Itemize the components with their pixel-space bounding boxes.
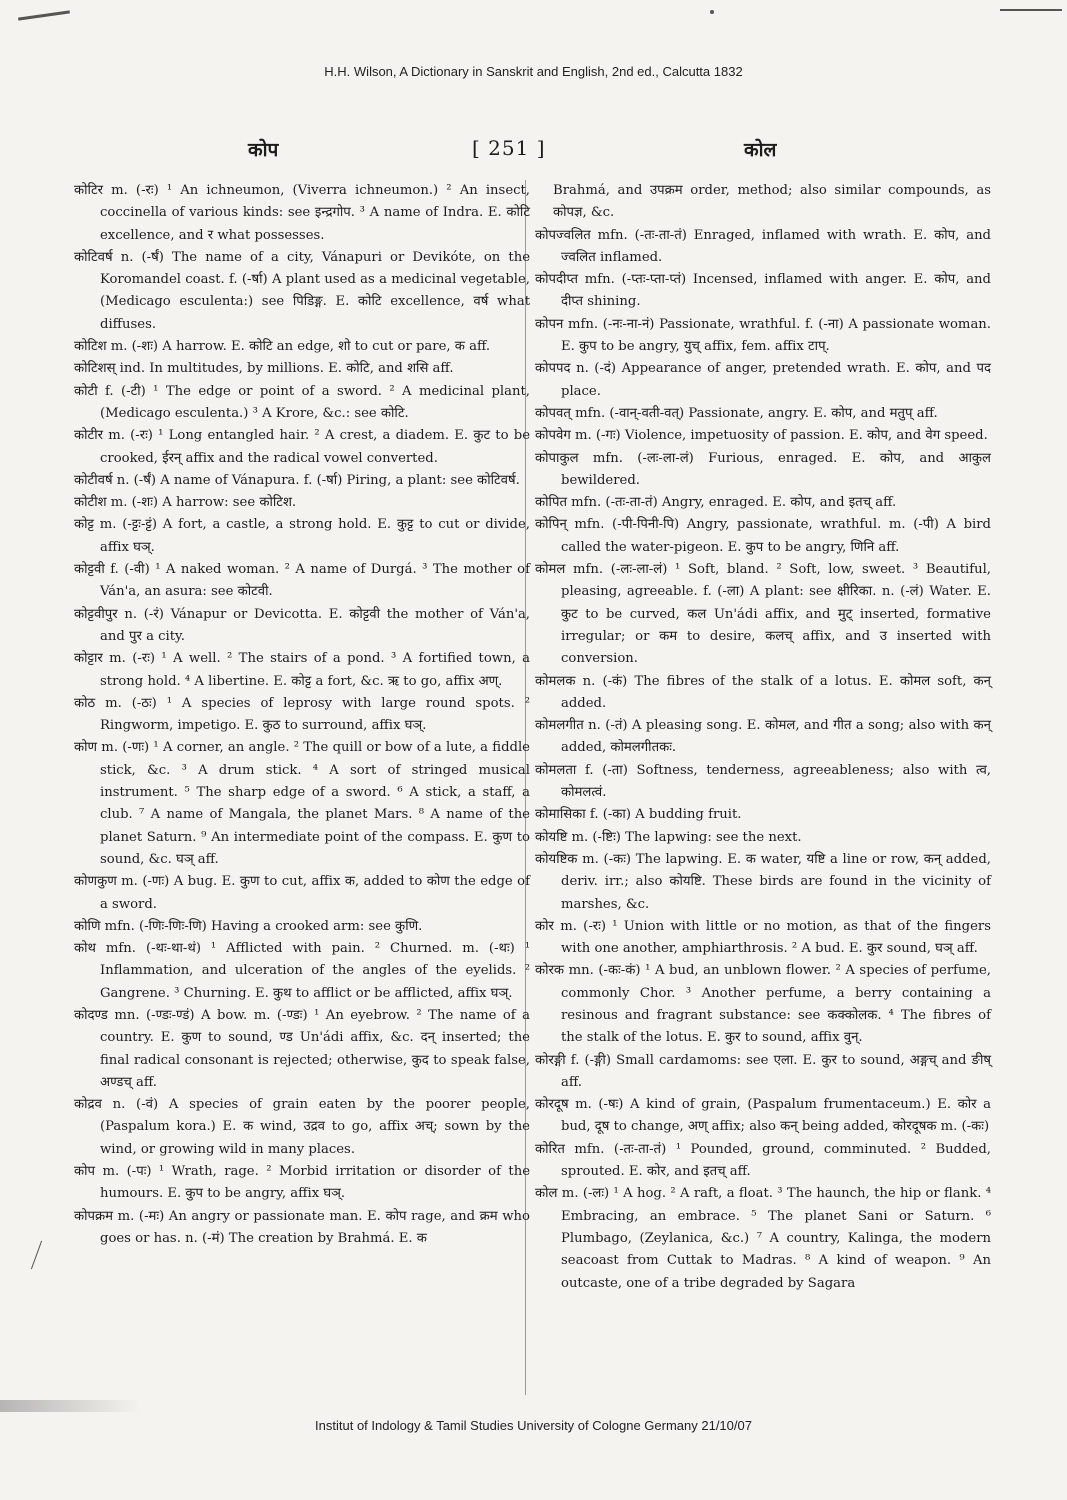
dictionary-entry: कोटीर m. (-रः) ¹ Long entangled hair. ² A crest, a diadem. E. कुट to be crooked, ईरन् affix and the radical vowel converted. — [74, 428, 530, 466]
dictionary-entry: कोपित mfn. (-तः-ता-तं) Angry, enraged. E. कोप, and इतच् aff. — [535, 495, 897, 511]
dictionary-entry: कोपपद n. (-दं) Appearance of anger, pretended wrath. E. कोप, and पद place. — [535, 361, 991, 399]
dictionary-entry: कोर m. (-रः) ¹ Union with little or no motion, as that of the fingers with one another, amphiarthrosis. ² A bud. E. कुर sound, घञ् aff. — [535, 918, 991, 957]
dictionary-entry: कोमलक n. (-कं) The fibres of the stalk of a lotus. E. कोमल soft, कन् added. — [535, 673, 991, 711]
dictionary-entry: कोमल mfn. (-लः-ला-लं) ¹ Soft, bland. ² Soft, low, sweet. ³ Beautiful, pleasing, agreeable. f. (-ला) A plant: see क्षीरिका. n. (-लं) Water. E. कुट to be curved, कल Un'ádi affix, and मुट् inserted, formative irregular; or कम to desire, कलच् affix, and उ inserted with conversion. — [535, 562, 991, 667]
dictionary-entry: कोटिश m. (-शः) A harrow. E. कोटि an edge, शो to cut or pare, क aff. — [74, 339, 491, 355]
dictionary-entry: कोयष्टि m. (-ष्टिः) The lapwing: see the next. — [535, 829, 802, 845]
dictionary-entry: कोद्रव n. (-वं) A species of grain eaten by the poorer people, (Paspalum kora.) E. क wind, उद्रव to go, affix अच्; sown by the wind, or growing wild in many places. — [74, 1097, 530, 1157]
right-column — [535, 180, 991, 1295]
running-head-right: कोल — [744, 139, 777, 161]
dictionary-entry: कोपवत् mfn. (-वान्-वती-वत्) Passionate, angry. E. कोप, and मतुप् aff. — [535, 405, 938, 421]
dictionary-entry: कोटी f. (-टी) ¹ The edge or point of a sword. ² A medicinal plant, (Medicago esculenta.) ³ A Krore, &c.: see कोटि. — [74, 383, 530, 421]
source-footer: Institut of Indology & Tamil Studies University of Cologne Germany 21/10/07 — [315, 1418, 752, 1433]
dictionary-entry: कोयष्टिक m. (-कः) The lapwing. E. क water, यष्टि a line or row, कन् added, deriv. irr.; also कोयष्टि. These birds are found in the vicinity of marshes, &c. — [535, 851, 991, 912]
page-number: [ 251 ] — [472, 136, 546, 160]
dictionary-entry: कोपिन् mfn. (-पी-पिनी-पि) Angry, passionate, wrathful. m. (-पी) A bird called the water-pigeon. E. कुप to be angry, णिनि aff. — [535, 517, 991, 555]
dictionary-entry: कोदण्ड mn. (-ण्डः-ण्डं) A bow. m. (-ण्डः) ¹ An eyebrow. ² The name of a country. E. कुण to sound, ण्ड Un'ádi affix, &c. दन् inserted; the final radical consonant is rejected; otherwise, कुद to speak false, अण्डच् aff. — [74, 1007, 530, 1090]
dictionary-entry: कोण m. (-णः) ¹ A corner, an angle. ² The quill or bow of a lute, a fiddle stick, &c. ³ A drum stick. ⁴ A sort of stringed musical instrument. ⁵ The sharp edge of a sword. ⁶ A stick, a staff, a club. ⁷ A name of Mangala, the planet Mars. ⁸ A name of the planet Saturn. ⁹ An intermediate point of the compass. E. कुण to sound, &c. घञ् aff. — [74, 740, 530, 867]
running-head-left: कोप — [248, 139, 279, 161]
left-column — [74, 180, 530, 1250]
dictionary-entry: कोट्टवीपुर n. (-रं) Vánapur or Devicotta. E. कोट्टवी the mother of Ván'a, and पुर a city. — [74, 606, 530, 644]
scan-artifact — [710, 10, 714, 14]
dictionary-entry: कोथ mfn. (-थः-था-थं) ¹ Afflicted with pain. ² Churned. m. (-थः) ¹ Inflammation, and ulceration of the angles of the eyelids. ² Gangrene. ³ Churning. E. कुथ to afflict or be afflicted, affix घञ्. — [74, 941, 530, 1001]
dictionary-entry: कोणकुण m. (-णः) A bug. E. कुण to cut, affix क, added to कोण the edge of a sword. — [74, 874, 530, 912]
dictionary-entry: कोपाकुल mfn. (-लः-ला-लं) Furious, enraged. E. कोप, and आकुल bewildered. — [535, 450, 991, 488]
dictionary-entry: कोणि mfn. (-णिः-णिः-णि) Having a crooked arm: see कुणि. — [74, 918, 423, 934]
dictionary-entry: कोमलगीत n. (-तं) A pleasing song. E. कोमल, and गीत a song; also with कन् added, कोमलगीतकः. — [535, 718, 991, 756]
dictionary-entry: कोट्टवी f. (-वी) ¹ A naked woman. ² A name of Durgá. ³ The mother of Ván'a, an asura: see कोटवी. — [74, 562, 530, 600]
dictionary-entry: कोटिवर्ष n. (-र्षं) The name of a city, Vánapuri or Devikóte, on the Koromandel coast. f. (-र्षा) A plant used as a medicinal vegetable, (Medicago esculenta:) see पिडिङ्ग. E. कोटि excellence, वर्ष what diffuses. — [74, 249, 530, 332]
dictionary-entry: कोटिशस् ind. In multitudes, by millions. E. कोटि, and शसि aff. — [74, 361, 454, 377]
dictionary-entry: कोपवेग m. (-गः) Violence, impetuosity of passion. E. कोप, and वेग speed. — [535, 428, 988, 444]
dictionary-entry: कोल m. (-लः) ¹ A hog. ² A raft, a float. ³ The haunch, the hip or flank. ⁴ Embracing, an embrace. ⁵ The planet Sani or Saturn. ⁶ Plumbago, (Zeylanica, &c.) ⁷ A country, Kalinga, the modern seacoast from Cuttak to Madras. ⁸ A kind of weapon. ⁹ An outcaste, one of a tribe degraded by Sagara — [535, 1186, 991, 1291]
dictionary-entry: कोमलता f. (-ता) Softness, tenderness, agreeableness; also with त्व, कोमलत्वं. — [535, 762, 991, 801]
dictionary-entry: कोपज्वलित mfn. (-तः-ता-तं) Enraged, inflamed with wrath. E. कोप, and ज्वलित inflamed. — [535, 227, 991, 265]
dictionary-entry: कोप m. (-पः) ¹ Wrath, rage. ² Morbid irritation or disorder of the humours. E. कुप to be angry, affix घञ्. — [74, 1164, 530, 1202]
scan-artifact — [31, 1241, 42, 1270]
dictionary-entry: कोरक mn. (-कः-कं) ¹ A bud, an unblown flower. ² A species of perfume, commonly Chor. ³ Another perfume, a berry containing a resinous and fragrant substance: see कक्कोलक. ⁴ The fibres of the stalk of the lotus. E. कुर to sound, affix वुन्. — [535, 963, 991, 1046]
dictionary-entry: कोरित mfn. (-तः-ता-तं) ¹ Pounded, ground, comminuted. ² Budded, sprouted. E. कोर, and इतच् aff. — [535, 1141, 991, 1180]
dictionary-entry: कोपदीप्त mfn. (-प्तः-प्ता-प्तं) Incensed, inflamed with anger. E. कोप, and दीप्त shining. — [535, 272, 991, 310]
dictionary-entry: कोट्ट m. (-ट्टः-ट्टं) A fort, a castle, a strong hold. E. कुट्ट to cut or divide, affix घञ्. — [74, 517, 530, 555]
dictionary-entry: कोटिर m. (-रः) ¹ An ichneumon, (Viverra ichneumon.) ² An insect, coccinella of various kinds: see इन्द्रगोप. ³ A name of Indra. E. कोटि excellence, and र what possesses. — [74, 183, 530, 243]
dictionary-entry-continued: Brahmá, and उपक्रम order, method; also similar compounds, as कोपज्ञ, &c. — [553, 183, 991, 221]
scan-artifact — [0, 1400, 140, 1412]
dictionary-entry: कोरदूष m. (-षः) A kind of grain, (Paspalum frumentaceum.) E. कोर a bud, दूष to change, अण् affix; also कन् being added, कोरदूषक m. (-कः) — [535, 1097, 991, 1135]
dictionary-entry: कोमासिका f. (-का) A budding fruit. — [535, 807, 742, 823]
scan-artifact — [1000, 9, 1062, 11]
dictionary-entry: कोटीश m. (-शः) A harrow: see कोटिश. — [74, 495, 297, 511]
dictionary-entry: कोपक्रम m. (-मः) An angry or passionate man. E. कोप rage, and क्रम who goes or has. n. (-मं) The creation by Brahmá. E. क — [74, 1208, 530, 1246]
dictionary-entry: कोट्टार m. (-रः) ¹ A well. ² The stairs of a pond. ³ A fortified town, a strong hold. ⁴ A libertine. E. कोट्ट a fort, &c. ऋ to go, affix अण्. — [74, 651, 530, 689]
scan-artifact — [18, 10, 70, 20]
dictionary-entry: कोटीवर्ष n. (-र्षं) A name of Vánapura. f. (-र्षा) Piring, a plant: see कोटिवर्ष. — [74, 472, 520, 488]
dictionary-entry: कोठ m. (-ठः) ¹ A species of leprosy with large round spots. ² Ringworm, impetigo. E. कुठ to surround, affix घञ्. — [74, 695, 530, 734]
source-header: H.H. Wilson, A Dictionary in Sanskrit and English, 2nd ed., Calcutta 1832 — [324, 64, 743, 79]
dictionary-entry: कोपन mfn. (-नः-ना-नं) Passionate, wrathful. f. (-ना) A passionate woman. E. कुप to be angry, युच् affix, fem. affix टाप्. — [535, 316, 991, 355]
dictionary-entry: कोरङ्गी f. (-ङ्गी) Small cardamoms: see एला. E. कुर to sound, अङ्गच् and ङीष् aff. — [535, 1052, 991, 1090]
